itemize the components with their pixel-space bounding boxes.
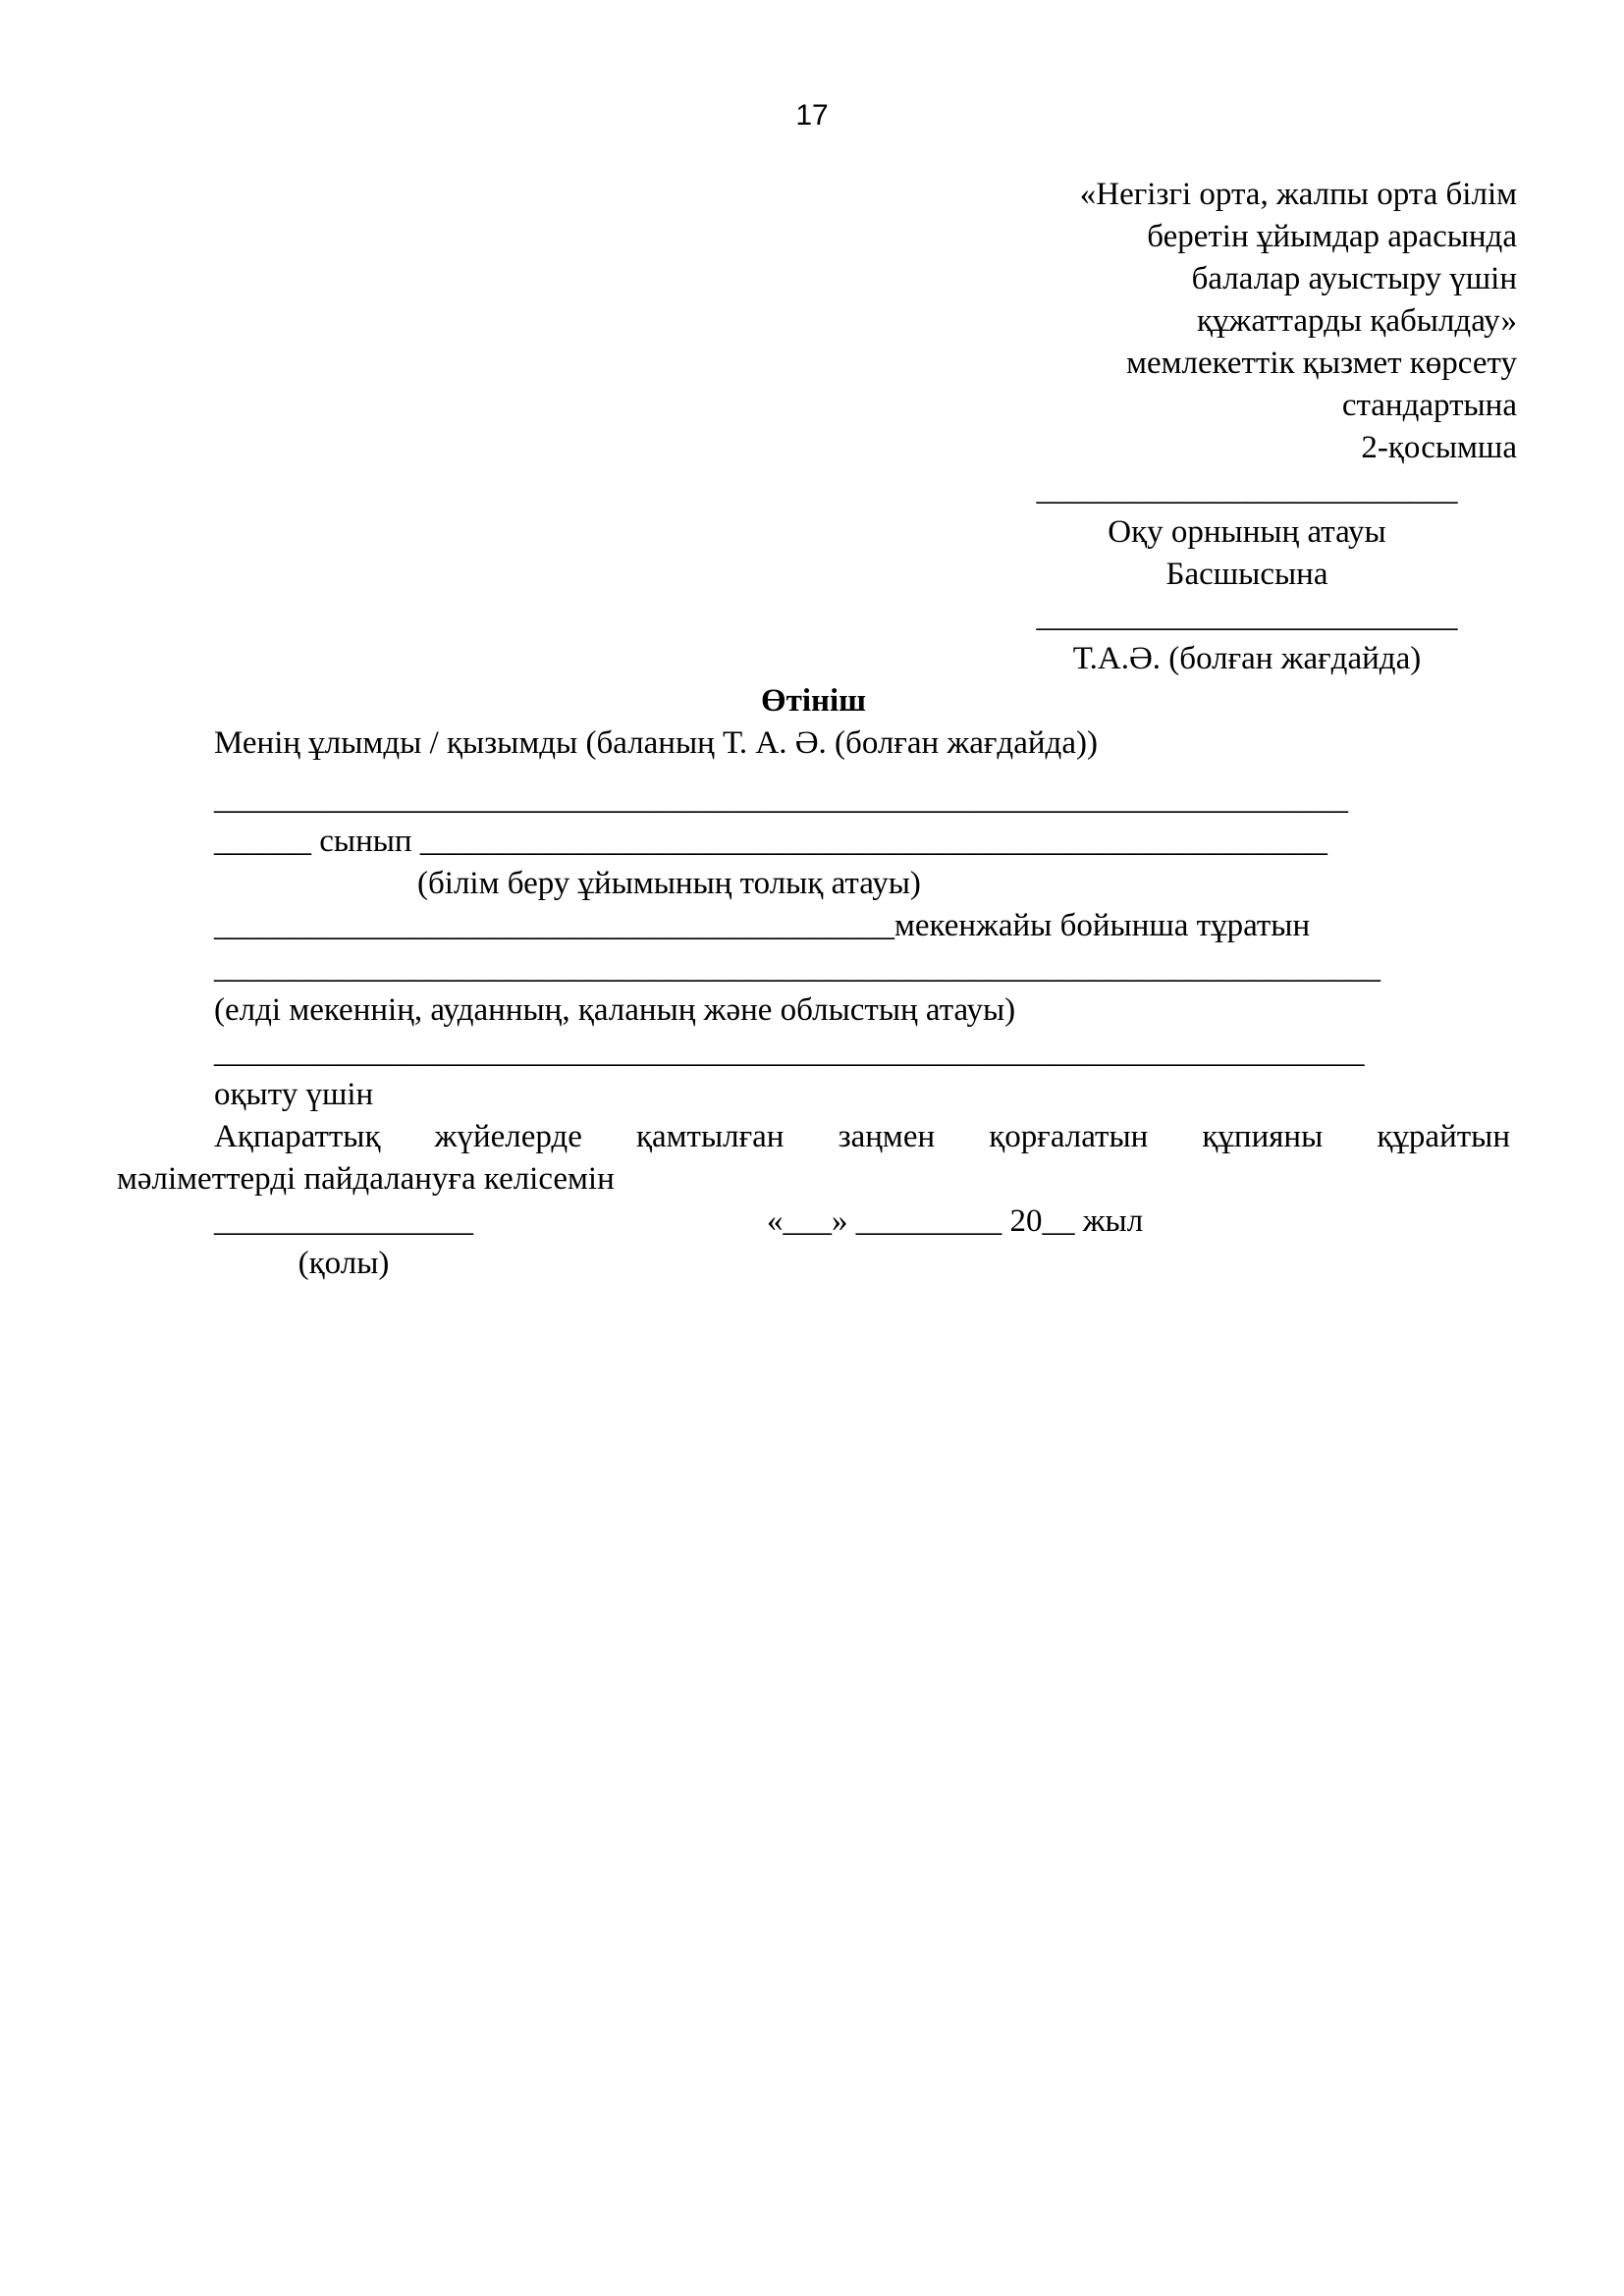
appendix-line: құжаттарды қабылдау» — [1197, 303, 1517, 339]
address-suffix: мекенжайы бойынша тұратын — [894, 908, 1311, 943]
grade-blank: ______ — [214, 824, 311, 859]
address-line — [117, 905, 1510, 947]
purpose-label: оқыту үшін — [214, 1077, 374, 1112]
grade-line — [117, 821, 1510, 863]
institution-name-label: Оқу орнының атауы — [1108, 514, 1386, 550]
appendix-line: «Негізгі орта, жалпы орта білім — [1079, 177, 1517, 212]
application-body — [117, 722, 1510, 1285]
director-label: Басшысына — [1165, 557, 1328, 592]
appendix-line: балалар ауыстыру үшін — [1191, 261, 1517, 296]
territory-blank: ________________________________________________________________________ — [214, 950, 1380, 986]
address-blank: __________________________________________ — [214, 908, 894, 943]
institution-name-blank: __________________________ — [1036, 472, 1458, 507]
intro-line: Менің ұлымды / қызымды (баланың Т. А. Ә. (болған жағдайда)) — [214, 725, 1098, 761]
signature-block — [214, 1201, 473, 1285]
date-blank-line: «___» _________ 20__ жыл — [767, 1203, 1144, 1239]
appendix-line: беретін ұйымдар арасында — [1147, 219, 1517, 254]
signature-blank: ________________ — [214, 1203, 473, 1239]
application-title: Өтініш — [760, 683, 867, 719]
child-name-blank: ______________________________________________________________________ — [214, 781, 1348, 817]
consent-line-1: Ақпараттық жүйелерде қамтылған заңмен қорғалатын құпияны құрайтын — [214, 1119, 1510, 1154]
school-name-caption: (білім беру ұйымының толық атауы) — [417, 866, 921, 901]
grade-label: сынып — [319, 824, 412, 859]
fio-blank: __________________________ — [1036, 599, 1458, 634]
signature-caption: (қолы) — [298, 1246, 390, 1281]
appendix-line: стандартына — [1341, 388, 1517, 423]
fio-label: Т.А.Ә. (болған жағдайда) — [1072, 641, 1422, 676]
appendix-line: 2-қосымша — [1361, 430, 1517, 465]
signature-row — [117, 1201, 1510, 1285]
territory-caption: (елді мекеннің, ауданның, қаланың және облыстың атауы) — [214, 992, 1016, 1028]
school-name-blank: ________________________________________________________ — [419, 824, 1327, 859]
appendix-line: мемлекеттік қызмет көрсету — [1126, 346, 1517, 381]
addressee-block — [1031, 469, 1463, 680]
consent-line-2: мәліметтерді пайдалануға келісемін — [117, 1161, 615, 1197]
purpose-blank: _______________________________________________________________________ — [214, 1035, 1365, 1070]
appendix-reference — [1080, 174, 1517, 469]
page-number: 17 — [795, 99, 829, 132]
